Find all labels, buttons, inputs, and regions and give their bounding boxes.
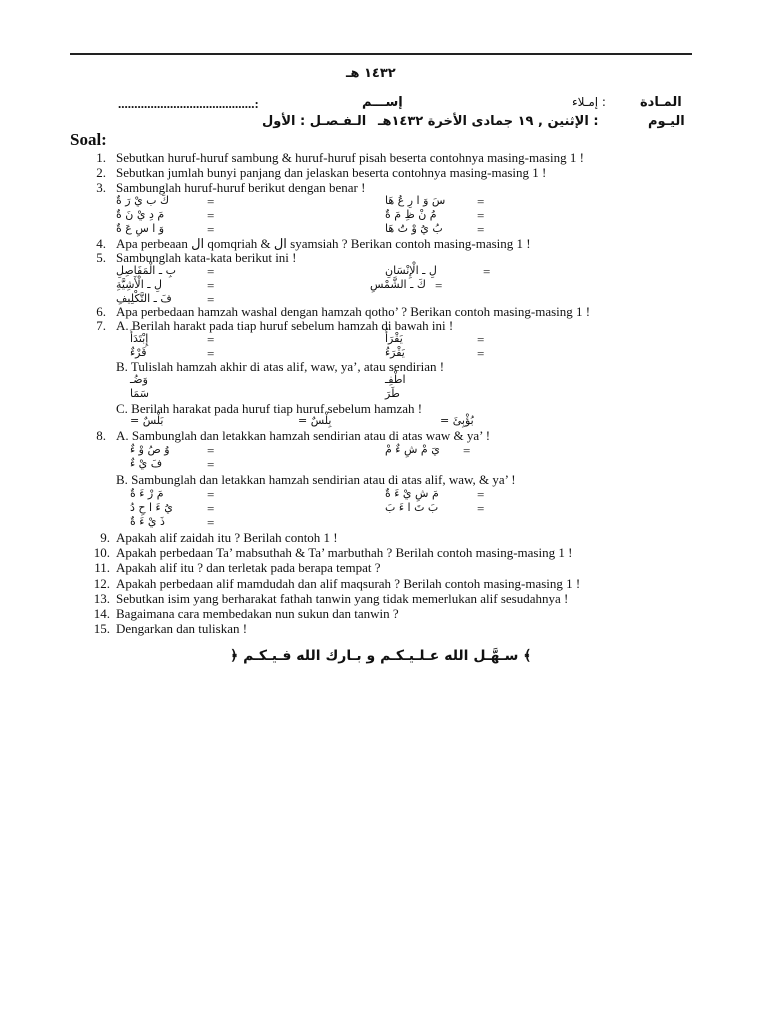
q7-text: A. Berilah harakt pada tiap huruf sebelum hamzah di bawah ini ! [116,318,454,333]
q3-eq-r2: = [477,208,485,223]
q5-eq-l3: = [207,292,215,307]
year-heading: ١٤٣٢ هـ [346,66,396,81]
q5-left-3: فَ ـ التَّكْلِيفِ [116,292,172,305]
q8-eq-r1: = [463,443,471,458]
q5-text: Sambunglah kata-kata berikut ini ! [116,250,297,265]
q9-number: 9. [100,530,110,545]
q3-text: Sambunglah huruf-huruf berikut dengan benar ! [116,180,366,195]
soal-title: Soal: [70,130,107,149]
q5-right-1: لِ ـ الْإِنْسَانِ [385,264,437,277]
q3-eq-l3: = [207,222,215,237]
q8-number: 8. [96,428,106,443]
q7-eq-l2: = [207,346,215,361]
q7b-right-2: طَرَ [385,387,400,400]
q5-left-1: بِ ـ الْمَفَاصِلِ [116,264,176,277]
q5-eq-r1: = [483,264,491,279]
q3-eq-l2: = [207,208,215,223]
q4-text: Apa perbeaan ال qomqriah & ال syamsiah ? Berikan contoh masing-masing 1 ! [116,236,531,251]
q7c-text: C. Berilah harakat pada huruf tiap huruf sebelum hamzah ! [116,401,423,416]
q7c-item-3: بُؤْبِئَ = [440,414,474,427]
q8b-eq-l3: = [207,515,215,530]
q8b-eq-l2: = [207,501,215,516]
q8-right-1: يَ مْ شِ ءٌ مْ [385,443,440,456]
q5-number: 5. [96,250,106,265]
q5-left-2: لِ ـ الْأَشِيَّةِ [116,278,162,291]
q15-text: Dengarkan dan tuliskan ! [116,621,248,636]
q3-eq-r1: = [477,194,485,209]
q2-number: 2. [96,165,106,180]
q8b-right-2: بَ تَ ا ءَ بَ [385,501,439,514]
q8-left-2: فَ يْ ءٌ [130,457,163,470]
q1-number: 1. [96,150,106,165]
q13-text: Sebutkan isim yang berharakat fathah tanwin yang tidak memerlukan alif sesudahnya ! [116,591,569,606]
closing-prayer: ﴾ سـهَّـل الله عـلـيـكـم و بـارك الله فـيـكـم ﴿ [230,648,532,664]
q3-left-1: كَ ب يْ رَ ةٌ [116,194,170,207]
q8b-text: B. Sambunglah dan letakkan hamzah sendirian atau di atas alif, waw, & ya’ ! [116,472,516,487]
top-rule [70,53,692,55]
q5-eq-r2: = [435,278,443,293]
q7-eq-r2: = [477,346,485,361]
q5-eq-l1: = [207,264,215,279]
name-label: إســـم [362,95,403,110]
q3-right-1: سَ وَ ا رِ عُ هَا [385,194,446,207]
q7b-text: B. Tulislah hamzah akhir di atas alif, waw, ya’, atau sendirian ! [116,359,445,374]
q7-left-1: إِبْتَدَأَ [130,332,149,345]
q3-left-2: مَ دِ يْ نَ ةٌ [116,208,165,221]
q6-number: 6. [96,304,106,319]
q7-left-2: قَرْءٌ [130,346,147,359]
q1-text: Sebutkan huruf-huruf sambung & huruf-huruf pisah beserta contohnya masing-masing 1 ! [116,150,584,165]
q12-number: 12. [93,576,110,591]
q14-number: 14. [93,606,110,621]
q7-eq-l1: = [207,332,215,347]
q3-left-3: وَ ا سِ عَ ةٌ [116,222,165,235]
q7b-left-2: سَمَا [130,387,149,400]
q7-right-2: يَقْرَءُ [385,346,405,359]
q7c-item-1: بَلْسٌ = [130,414,164,427]
q8-text: A. Sambunglah dan letakkan hamzah sendirian atau di atas waw & ya’ ! [116,428,491,443]
q3-number: 3. [96,180,106,195]
q13-number: 13. [93,591,110,606]
q8b-eq-l1: = [207,487,215,502]
q5-right-2: كَ ـ الشَّمْسِ [370,278,426,291]
q7c-item-2: بِلْسٌ = [298,414,332,427]
q7-right-1: يَقْرَأُ [385,332,403,345]
q8-eq-l2: = [207,457,215,472]
q5-eq-l2: = [207,278,215,293]
q8-eq-l1: = [207,443,215,458]
q7-number: 7. [96,318,106,333]
subject-label: المـادة [640,95,682,110]
q7-eq-r1: = [477,332,485,347]
class-label: الـفـصـل : الأول [262,114,367,129]
day-label: اليـوم [648,114,685,129]
q15-number: 15. [93,621,110,636]
q2-text: Sebutkan jumlah bunyi panjang dan jelaskan beserta contohnya masing-masing 1 ! [116,165,547,180]
q3-right-2: مُ نْ ظِ مَ ةٌ [385,208,437,221]
q9-text: Apakah alif zaidah itu ? Berilah contoh 1 ! [116,530,338,545]
q8b-left-2: يُ ءَ ا حِ دُ [130,501,173,514]
q3-eq-r3: = [477,222,485,237]
q8b-left-3: ذَ يْ ءَ ةٌ [130,515,165,528]
q7b-right-1: اطْفِـ [385,373,406,386]
q11-number: 11. [94,560,110,575]
day-value: : الإثنين , ١٩ جمادى الأخرة ١٤٣٢هـ [378,114,599,129]
q8b-eq-r1: = [477,487,485,502]
q6-text: Apa perbedaan hamzah washal dengan hamzah qotho’ ? Berikan contoh masing-masing 1 ! [116,304,591,319]
subject-value: : إمـلاء [572,95,606,109]
q3-eq-l1: = [207,194,215,209]
q3-right-3: بُ يُ وْ تُ هَا [385,222,443,235]
name-field: ..........................................: [118,96,259,111]
q7b-left-1: وَضُـ [130,373,148,386]
q10-number: 10. [93,545,110,560]
q8b-left-1: مَ رْ ءَ ةٌ [130,487,164,500]
q11-text: Apakah alif itu ? dan terletak pada berapa tempat ? [116,560,381,575]
q14-text: Bagaimana cara membedakan nun sukun dan tanwin ? [116,606,399,621]
q4-number: 4. [96,236,106,251]
q8b-right-1: مَ شِ يْ ءَ ةٌ [385,487,439,500]
q8-left-1: وُ صُ وْ ءٌ [130,443,170,456]
q8b-eq-r2: = [477,501,485,516]
q12-text: Apakah perbedaan alif mamdudah dan alif maqsurah ? Berilah contoh masing-masing 1 ! [116,576,581,591]
q10-text: Apakah perbedaan Ta’ mabsuthah & Ta’ marbuthah ? Berilah contoh masing-masing 1 ! [116,545,573,560]
